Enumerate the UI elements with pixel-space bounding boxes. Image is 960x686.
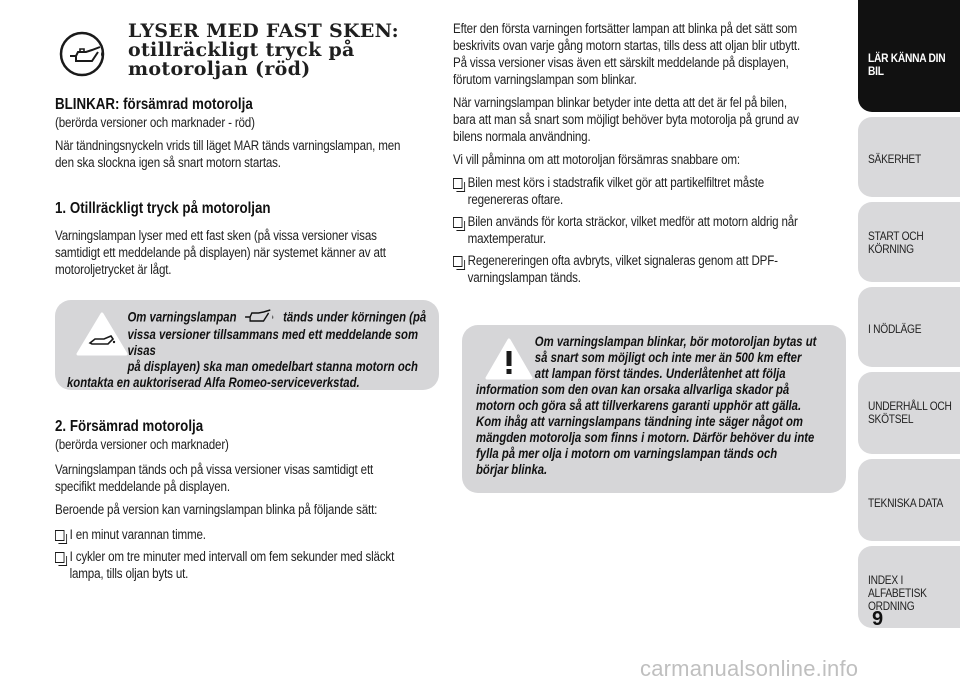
text-line: förutom varningslampan som blinkar.: [453, 72, 637, 87]
blinkar-section: [55, 96, 440, 171]
text-line: mängden motorolja som finns i motorn. Därför behöver du inte: [476, 430, 815, 445]
heading-line-3: motoroljan (röd): [128, 58, 311, 80]
section-2-subtitle: (berörda versioner och marknader): [55, 437, 229, 452]
list-item: [453, 213, 852, 247]
section-1-paragraph: [55, 227, 439, 278]
tab-label: SÄKERHET: [868, 152, 921, 166]
text-line: börjar blinka.: [476, 462, 548, 477]
tab-label: UNDERHÅLL OCH: [868, 399, 952, 413]
text-line: Om varningslampan blinkar, bör motoroljan bytas ut: [534, 334, 817, 349]
right-column: [453, 20, 853, 286]
oil-can-inline-icon: [243, 309, 277, 327]
text-line: I en minut varannan timme.: [69, 527, 206, 542]
text-line: Regenereringen ofta avbryts, vilket signaleras genom att DPF-: [467, 253, 778, 268]
chapter-tabs: [858, 0, 960, 640]
text-line: Kom ihåg att varningslampans tändning inte säger något om: [476, 414, 804, 429]
page-heading: [128, 22, 428, 79]
heading-line-2: otillräckligt tryck på: [128, 39, 355, 61]
text-line: information som den ovan kan orsaka allvarliga skador på: [476, 382, 790, 397]
text-line: motoroljetrycket är lågt.: [55, 262, 172, 277]
tab-underhall-och-skotsel[interactable]: [858, 372, 960, 454]
tab-label: TEKNISKA DATA: [868, 496, 944, 510]
section-1-heading: 1. Otillräckligt tryck på motoroljan: [55, 200, 271, 217]
list-item: [55, 548, 439, 582]
tab-lar-kanna-din-bil[interactable]: [858, 0, 960, 112]
text-line: lampa, tills oljan byts ut.: [69, 566, 189, 581]
text-line: Bilen mest körs i stadstrafik vilket gör att partikelfiltret måste: [467, 175, 765, 190]
text-line: att lampan först tändes. Underlåtenhet att följa: [534, 366, 786, 381]
text-line: bara att man så snart som möjligt behöver byta motorolja på grund av: [453, 112, 799, 127]
tab-tekniska-data[interactable]: [858, 459, 960, 541]
text-line: tänds under körningen (på: [283, 309, 427, 325]
oil-pressure-warning-icon: [58, 30, 118, 78]
text-line: den ska slockna igen så snart motorn startas.: [55, 155, 281, 170]
text-line: samtidigt ett meddelande på displayen) när systemet känner av att: [55, 245, 386, 260]
blinkar-subtitle: (berörda versioner och marknader - röd): [55, 115, 255, 130]
tab-label: ORDNING: [868, 599, 915, 613]
text-line: bilens normala användning.: [453, 129, 591, 144]
text-line: Efter den första varningen fortsätter lampan att blinka på det sätt som: [453, 21, 798, 36]
checkbox-bullet-icon: [55, 530, 64, 541]
tab-label: SKÖTSEL: [868, 412, 914, 426]
text-line: beskrivits ovan varje gång motorn startas, tills dess att oljan blir utbytt.: [453, 38, 801, 53]
tab-sakerhet[interactable]: [858, 117, 960, 197]
tab-label: BIL: [868, 64, 884, 78]
list-item: [453, 252, 852, 286]
tab-label: I NÖDLÄGE: [868, 322, 922, 336]
text-line: Bilen används för korta sträckor, vilket medför att motorn aldrig når: [467, 214, 798, 229]
section-1: [55, 200, 440, 278]
tab-label: START OCH: [868, 229, 924, 243]
note-1-text: [67, 309, 428, 391]
heading-line-1: LYSER MED FAST SKEN:: [128, 20, 399, 42]
text-line: motorn och göra så att tillverkarens garanti upphör att gälla.: [476, 398, 802, 413]
tab-label: INDEX I ALFABETISK: [868, 573, 927, 600]
text-line: kontakta en auktoriserad Alfa Romeo-serviceverkstad.: [67, 375, 360, 390]
note-2-text: [476, 334, 837, 478]
note-1-first-line: [67, 309, 428, 327]
list-item: [55, 526, 439, 543]
page-number: 9: [872, 608, 884, 630]
watermark: carmanualsonline.info: [640, 656, 859, 681]
text-line: Om varningslampan: [127, 309, 237, 325]
text-line: maxtemperatur.: [467, 231, 546, 246]
text-line: När varningslampan blinkar betyder inte detta att det är fel på bilen,: [453, 95, 787, 110]
warning-note-2: [462, 325, 846, 493]
section-2: [55, 418, 440, 582]
right-paragraph-2: [453, 94, 852, 145]
checkbox-bullet-icon: [453, 256, 462, 267]
text-line: så snart som möjligt och inte mer än 500 km efter: [534, 350, 802, 365]
section-2-paragraph-2: Beroende på version kan varningslampan blinka på följande sätt:: [55, 502, 378, 517]
text-line: I cykler om tre minuter med intervall om fem sekunder med släckt: [69, 549, 395, 564]
section-2-paragraph-1: [55, 461, 439, 495]
text-line: På vissa versioner visas även ett särskilt meddelande på displayen,: [453, 55, 789, 70]
text-line: Varningslampan tänds och på vissa versioner visas samtidigt ett: [55, 462, 374, 477]
text-line: varningslampan tänds.: [467, 270, 581, 285]
text-line: Varningslampan lyser med ett fast sken (på vissa versioner visas: [55, 228, 377, 243]
tab-label: KÖRNING: [868, 242, 914, 256]
checkbox-bullet-icon: [453, 217, 462, 228]
text-line: När tändningsnyckeln vrids till läget MAR tänds varningslampan, men: [55, 138, 401, 153]
list-item: [453, 174, 852, 208]
section-2-heading: 2. Försämrad motorolja: [55, 418, 204, 435]
tab-start-och-korning[interactable]: [858, 202, 960, 282]
blinkar-heading: BLINKAR: försämrad motorolja: [55, 96, 253, 113]
tab-label: LÄR KÄNNA DIN: [868, 51, 946, 65]
right-paragraph-1: [453, 20, 852, 88]
warning-note-1: [55, 300, 439, 390]
text-line: vissa versioner tillsammans med ett meddelande som visas: [127, 327, 419, 358]
blinkar-paragraph: [55, 137, 439, 171]
text-line: på displayen) ska man omedelbart stanna motorn och: [127, 359, 418, 374]
tab-i-nodlage[interactable]: [858, 287, 960, 367]
text-line: specifikt meddelande på displayen.: [55, 479, 230, 494]
checkbox-bullet-icon: [55, 552, 64, 563]
right-paragraph-3: Vi vill påminna om att motoroljan försämras snabbare om:: [453, 152, 740, 167]
text-line: regenereras oftare.: [467, 192, 564, 207]
checkbox-bullet-icon: [453, 178, 462, 189]
text-line: fylla på mer olja i motorn om varningslampan tänds och: [476, 446, 778, 461]
